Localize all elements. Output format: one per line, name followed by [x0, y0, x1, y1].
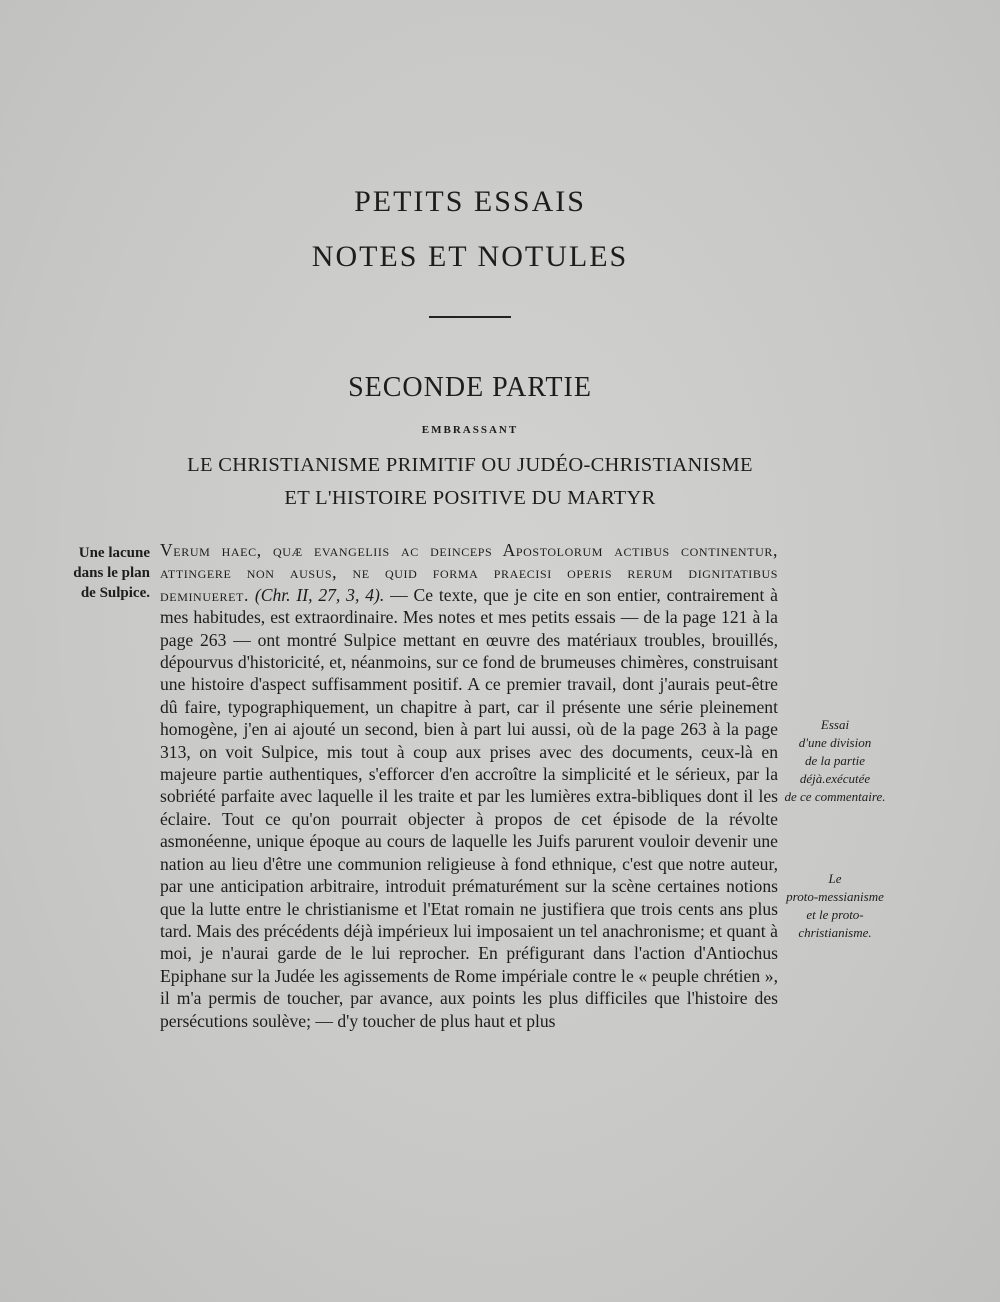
margin-note-line: dans le plan — [73, 565, 150, 581]
margin-note-line: d'une division — [798, 735, 872, 750]
title-divider — [429, 316, 511, 318]
margin-note-line: Le — [828, 871, 842, 886]
margin-note-line: Essai — [820, 717, 850, 732]
margin-note-line: de la partie — [805, 753, 865, 768]
margin-note-right-1 — [775, 716, 895, 806]
margin-note-line: christianisme. — [798, 925, 872, 940]
margin-note-line: et le proto- — [806, 907, 864, 922]
part-heading: SECONDE PARTIE — [348, 372, 592, 403]
body-paragraph — [160, 539, 778, 1032]
margin-note-right-2 — [775, 870, 895, 942]
page-subtitle: NOTES ET NOTULES — [311, 240, 629, 273]
paragraph-text: — Ce texte, que je cite en son entier, contrairement à mes habitudes, est extraordinaire. Mes notes et mes petits essais — de la page 121 à la page 263 — ont montré Sulpice mettant en œuvre des matériaux troubles, brouillés, dépourvus d'historicité, et, néanmoins, sur ce fond de brumeuses chimères, construisant une histoire d'aspect suffisamment positif. A ce premier travail, dont j'aurais peut-être dû faire, typographiquement, un chapitre à part, car il présente une série pleinement homogène, j'en ai ajouté un second, bien à part lui aussi, où de la page 263 à la page 313, on voit Sulpice, mis tout à coup aux prises avec des documents, ceux-là en majeure partie authentiques, s'efforcer d'en accroître la simplicité et le sérieux, par la sobriété parfaite avec laquelle il les traite et par les lumières extra-bibliques dont il les éclaire. Tout ce qu'on pourrait objecter à propos de cet épisode de la révolte asmonéenne, unique époque au cours de laquelle les Juifs parurent vouloir devenir une nation au lieu d'être une communion religieuse à fond ethnique, c'est que notre auteur, par une anticipation arbitraire, introduit prématurément sur la scène certaines notions que la lutte entre le christianisme et l'Etat romain ne justifiera que trois cents ans plus tard. Mais des précédents déjà impérieux lui imposaient un tel anachronisme; et quant à moi, je n'aurai garde de le lui reprocher. En préfigurant dans l'action d'Antiochus Epiphane sur la Judée les agissements de Rome impériale contre le « peuple chrétien », il m'a permis de toucher, par avance, aux points les plus difficiles que l'histoire des persécutions soulève; — d'y toucher de plus haut et plus — [160, 584, 778, 1031]
margin-note-line: de Sulpice. — [80, 585, 150, 601]
margin-note-left — [40, 543, 150, 603]
part-embracing-label: EMBRASSANT — [421, 424, 519, 436]
page-title: PETITS ESSAIS — [354, 185, 586, 218]
latin-quote: Verum haec, quæ evangeliis ac deinceps Apostolorum actibus continentur, attingere non ausus, ne quid forma praecisi operis rerum dignitatibus deminueret. — [160, 540, 778, 605]
margin-note-line: Une lacune — [78, 545, 150, 561]
margin-note-line: proto-messianisme — [786, 889, 884, 904]
part-subtitle-line-1: LE CHRISTIANISME PRIMITIF OU JUDÉO-CHRISTIANISME — [187, 454, 753, 476]
margin-note-line: déjà.exécutée — [799, 771, 871, 786]
part-subtitle-line-2: ET L'HISTOIRE POSITIVE DU MARTYR — [284, 487, 656, 509]
margin-note-line: de ce commentaire. — [784, 789, 886, 804]
citation: (Chr. II, 27, 3, 4). — [254, 584, 385, 605]
